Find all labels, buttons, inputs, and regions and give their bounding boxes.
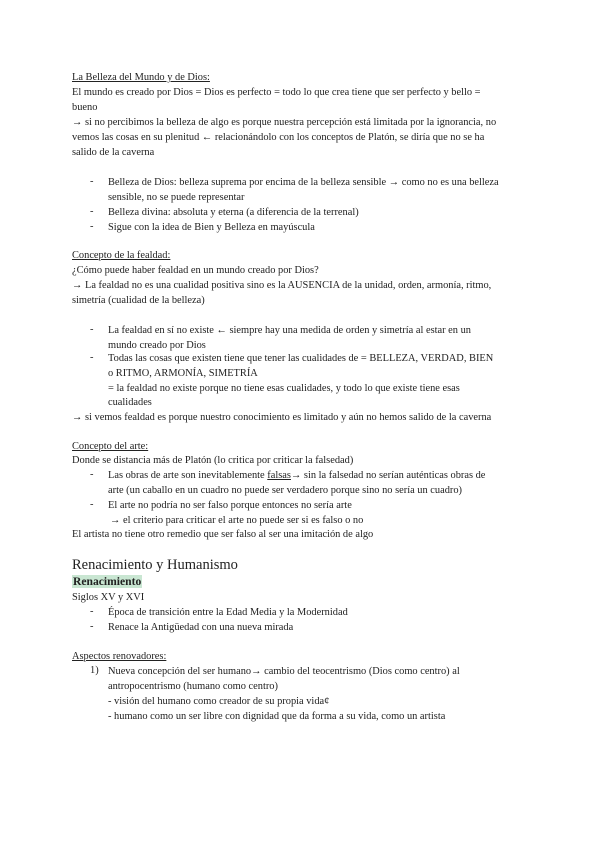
list-text: - visión del humano como creador de su propia vida¢	[108, 696, 330, 707]
paragraph-line: El mundo es creado por Dios = Dios es perfecto = todo lo que crea tiene que ser perfecto y bello =	[72, 87, 481, 98]
section-title: La Belleza del Mundo y de Dios:	[72, 72, 210, 83]
bullet-marker: -	[90, 606, 94, 617]
bullet-text: Renace la Antigüedad con una nueva mirada	[108, 622, 294, 633]
bullet-text: o RITMO, ARMONÍA, SIMETRÍA	[108, 368, 258, 379]
bullet-text: Sigue con la idea de Bien y Belleza en mayúscula	[108, 222, 315, 233]
bullet-text: arte (un caballo en un cuadro no puede ser verdadero porque sino no sería un cuadro)	[108, 485, 463, 496]
paragraph-line: ¿Cómo puede haber fealdad en un mundo creado por Dios?	[72, 265, 319, 276]
bullet-text: Belleza divina: absoluta y eterna (a diferencia de la terrenal)	[108, 207, 359, 218]
paragraph-line: El artista no tiene otro remedio que ser falso al ser una imitación de algo	[72, 529, 374, 540]
bullet-text: Época de transición entre la Edad Media y la Modernidad	[108, 607, 348, 618]
bullet-text: Belleza de Dios: belleza suprema por encima de la belleza sensible → como no es una belleza	[108, 177, 499, 188]
bullet-marker: -	[90, 221, 94, 232]
bullet-marker: -	[90, 469, 94, 480]
paragraph-line: simetría (cualidad de la belleza)	[72, 295, 205, 306]
bullet-marker: -	[90, 499, 94, 510]
list-text: - humano como un ser libre con dignidad que da forma a su vida, como un artista	[108, 711, 446, 722]
bullet-marker: -	[90, 206, 94, 217]
bullet-marker: -	[90, 324, 94, 335]
bullet-text: La fealdad en sí no existe ← siempre hay una medida de orden y simetría al estar en un	[108, 325, 471, 336]
paragraph-line: salido de la caverna	[72, 147, 155, 158]
list-text: antropocentrismo (humano como centro)	[108, 681, 278, 692]
heading-1: Renacimiento y Humanismo	[72, 557, 238, 573]
paragraph-line: Siglos XV y XVI	[72, 592, 145, 603]
paragraph-line: → La fealdad no es una cualidad positiva sino es la AUSENCIA de la unidad, orden, armonía, ritmo,	[72, 280, 492, 291]
bullet-text: sensible, no se puede representar	[108, 192, 245, 203]
bullet-text: El arte no podría no ser falso porque entonces no sería arte	[108, 500, 352, 511]
heading-2: Renacimiento	[73, 575, 142, 588]
section-title: Concepto de la fealdad:	[72, 250, 171, 261]
bullet-text: cualidades	[108, 397, 152, 408]
bullet-text: → el criterio para criticar el arte no puede ser si es falso o no	[110, 515, 364, 526]
bullet-text: mundo creado por Dios	[108, 340, 206, 351]
list-number: 1)	[90, 665, 99, 676]
bullet-marker: -	[90, 176, 94, 187]
paragraph-line: vemos las cosas en su plenitud ← relacionándolo con los conceptos de Platón, se diría que no se ha	[72, 132, 485, 143]
paragraph-line: bueno	[72, 102, 98, 113]
bullet-text-part: → sin la falsedad no serían auténticas obras de	[290, 470, 486, 481]
bullet-text	[108, 469, 485, 484]
bullet-marker: -	[90, 352, 94, 363]
bullet-text-part: Las obras de arte son inevitablemente	[108, 470, 268, 481]
bullet-text: = la fealdad no existe porque no tiene esas cualidades, y todo lo que existe tiene esas	[108, 383, 460, 394]
paragraph-line: Donde se distancia más de Platón (lo critica por criticar la falsedad)	[72, 455, 354, 466]
bullet-marker: -	[90, 621, 94, 632]
section-title: Aspectos renovadores:	[72, 651, 167, 662]
paragraph-line: → si no percibimos la belleza de algo es porque nuestra percepción está limitada por la ignorancia, no	[72, 117, 497, 128]
bullet-text: Todas las cosas que existen tiene que tener las cualidades de = BELLEZA, VERDAD, BIEN	[108, 353, 494, 364]
section-title: Concepto del arte:	[72, 441, 149, 452]
list-text: Nueva concepción del ser humano→ cambio del teocentrismo (Dios como centro) al	[108, 666, 460, 677]
underlined-word: falsas	[267, 470, 291, 481]
paragraph-line: → si vemos fealdad es porque nuestro conocimiento es limitado y aún no hemos salido de la caverna	[72, 412, 492, 423]
